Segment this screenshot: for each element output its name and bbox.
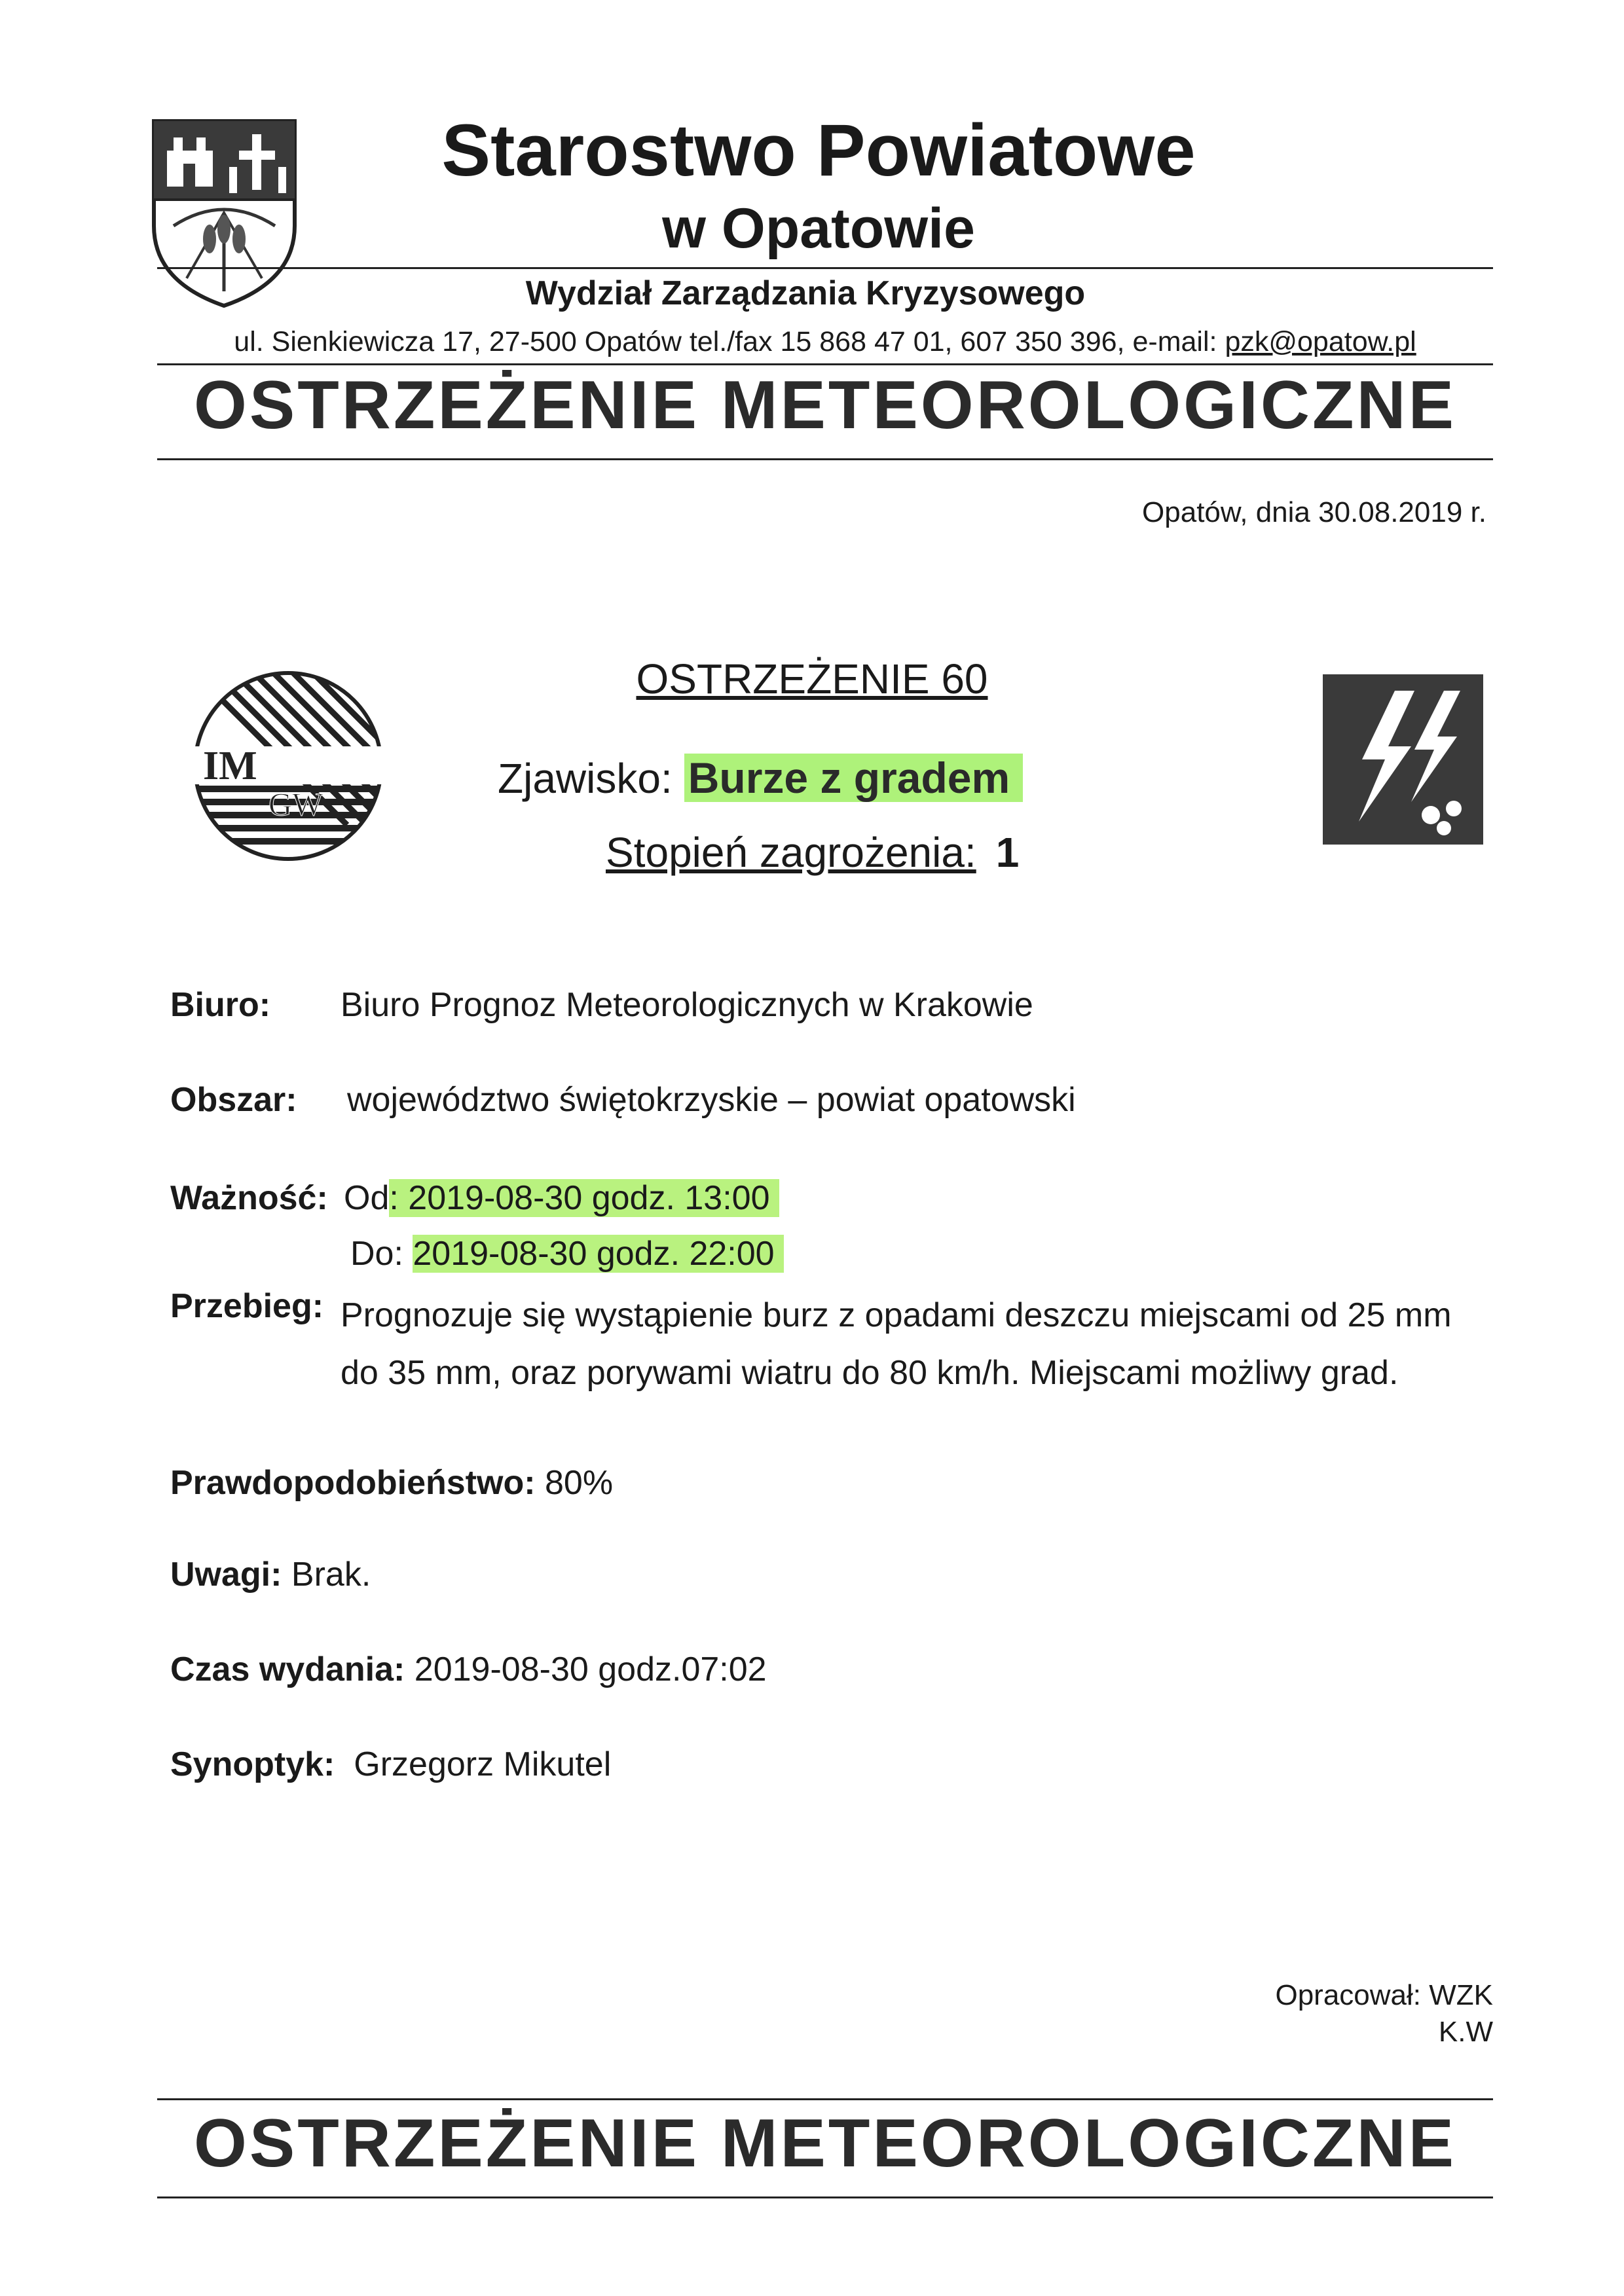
warning-number: OSTRZEŻENIE 60 [636,655,988,702]
organization-location: w Opatowie [662,197,975,260]
issue-time-row [170,1650,767,1689]
biuro-label: Biuro: [170,986,271,1024]
validity-to [350,1234,784,1273]
prepared-by-line1: Opracował: WZK [1275,1979,1493,2011]
prepared-by [1113,1977,1493,2050]
probability-label: Prawdopodobieństwo: [170,1464,536,1502]
validity-to-label: Do: [350,1235,413,1273]
course-value: Prognozuje się wystąpienie burz z opadami deszczu miejscami od 25 mm do 35 mm, oraz porywami wiatru do 80 km/h. Miejscami możliwy grad. [341,1296,1452,1392]
obszar-row [170,1080,1076,1120]
forecaster-label: Synoptyk: [170,1745,335,1783]
validity-from [344,1178,779,1218]
issue-time-label: Czas wydania: [170,1650,405,1688]
remarks-value: Brak. [282,1556,371,1594]
svg-text:IM: IM [203,744,257,788]
course-row [170,1286,1452,1392]
remarks-label: Uwagi: [170,1556,282,1594]
obszar-label: Obszar: [170,1081,297,1119]
county-crest-emblem [147,115,301,311]
validity-label: Ważność: [170,1179,328,1217]
validity-from-value: : 2019-08-30 godz. 13:00 [389,1179,779,1217]
threat-level-value: 1 [995,829,1020,876]
probability-value: 80% [535,1464,614,1502]
forecaster-value: Grzegorz Mikutel [335,1745,612,1783]
department-name: Wydział Zarządzania Kryzysowego [525,274,1086,312]
document-banner-top: OSTRZEŻENIE METEOROLOGICZNE [193,367,1457,443]
header-divider [157,267,1493,269]
email-link[interactable]: pzk@opatow.pl [1225,326,1416,357]
prepared-by-line2: K.W [1438,2016,1493,2048]
course-label: Przebieg: [170,1287,324,1325]
validity-to-value: 2019-08-30 godz. 22:00 [413,1235,783,1273]
footer-divider [157,2196,1493,2198]
biuro-value: Biuro Prognoz Meteorologicznych w Krakowie [341,986,1033,1024]
imgw-logo-icon [190,668,386,864]
header-divider [157,363,1493,365]
threat-level-row [606,828,1195,877]
probability-row [170,1463,613,1503]
phenomenon-label: Zjawisko: [498,755,673,802]
issue-time-value: 2019-08-30 godz.07:02 [405,1650,767,1688]
address-text: ul. Sienkiewicza 17, 27-500 Opatów tel./fax 15 868 47 01, 607 350 396, e-mail: [234,326,1225,357]
svg-text:GW: GW [268,786,323,822]
phenomenon-value: Burze z gradem [684,754,1023,802]
validity-row [170,1178,770,1218]
footer-divider [157,2098,1493,2100]
phenomenon-row [498,753,1218,803]
thunderstorm-hail-icon [1323,674,1483,845]
issue-date-line: Opatów, dnia 30.08.2019 r. [1142,496,1486,528]
threat-level-label: Stopień zagrożenia: [606,829,976,876]
contact-address [164,326,1486,358]
remarks-row [170,1555,371,1594]
obszar-text: województwo świętokrzyskie – powiat opatowski [347,1081,1076,1119]
organization-name: Starostwo Powiatowe [441,109,1196,191]
forecaster-row [170,1745,611,1784]
obszar-value [347,1080,1076,1120]
validity-from-label: Od [344,1179,390,1217]
document-banner-bottom: OSTRZEŻENIE METEOROLOGICZNE [193,2105,1457,2181]
biuro-row [170,985,1033,1025]
header-divider [157,458,1493,460]
